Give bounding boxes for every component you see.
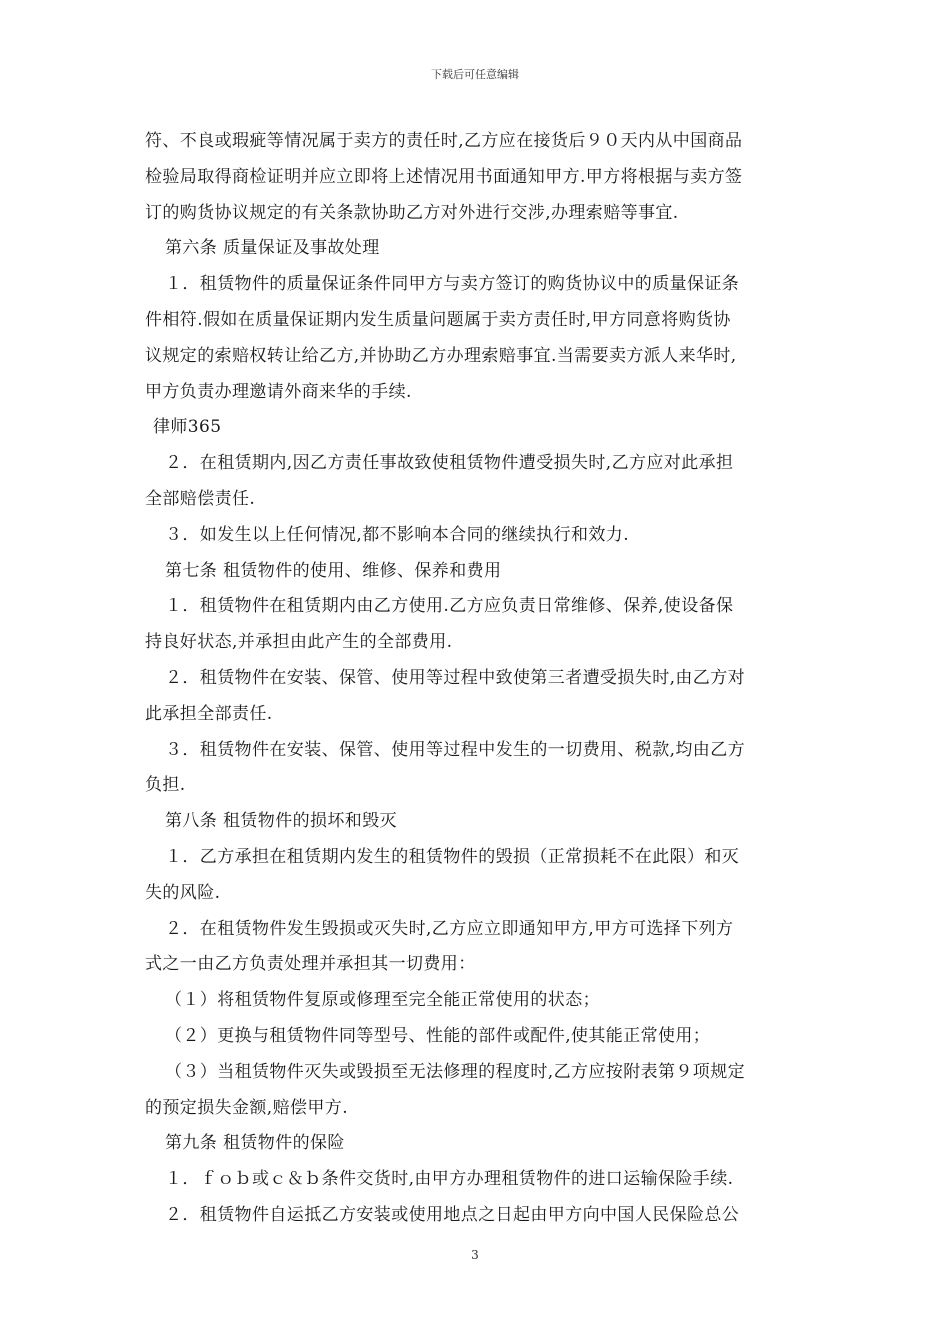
text-line: １．租赁物件在租赁期内由乙方使用.乙方应负责日常维修、保养,使设备保 bbox=[165, 596, 734, 617]
text-line: ２．租赁物件在安装、保管、使用等过程中致使第三者遭受损失时,由乙方对 bbox=[165, 667, 746, 688]
text-line: 甲方负责办理邀请外商来华的手续. bbox=[145, 381, 412, 402]
text-line: 律师365 bbox=[153, 417, 222, 438]
text-line: １．乙方承担在租赁期内发生的租赁物件的毁损（正常损耗不在此限）和灭 bbox=[165, 846, 740, 867]
text-line: 持良好状态,并承担由此产生的全部费用. bbox=[145, 632, 453, 653]
text-line: ２．在租赁物件发生毁损或灭失时,乙方应立即通知甲方,甲方可选择下列方 bbox=[165, 918, 734, 939]
text-line: 第八条 租赁物件的损坏和毁灭 bbox=[165, 811, 398, 832]
text-line: ３．租赁物件在安装、保管、使用等过程中发生的一切费用、税款,均由乙方 bbox=[165, 739, 746, 760]
text-line: 第九条 租赁物件的保险 bbox=[165, 1133, 345, 1154]
text-line: 此承担全部责任. bbox=[145, 703, 273, 724]
text-line: 检验局取得商检证明并应立即将上述情况用书面通知甲方.甲方将根据与卖方签 bbox=[145, 166, 743, 187]
text-line: 议规定的索赔权转让给乙方,并协助乙方办理索赔事宜.当需要卖方派人来华时, bbox=[145, 345, 737, 366]
text-line: 第六条 质量保证及事故处理 bbox=[165, 238, 380, 259]
text-line: １．ｆｏｂ或ｃ＆ｂ条件交货时,由甲方办理租赁物件的进口运输保险手续. bbox=[165, 1169, 734, 1190]
text-line: （３）当租赁物件灭失或毁损至无法修理的程度时,乙方应按附表第９项规定 bbox=[165, 1061, 746, 1082]
text-line: 式之一由乙方负责处理并承担其一切费用： bbox=[145, 954, 476, 975]
text-line: （２）更换与租赁物件同等型号、性能的部件或配件,使其能正常使用； bbox=[165, 1025, 711, 1046]
text-line: １．租赁物件的质量保证条件同甲方与卖方签订的购货协议中的质量保证条 bbox=[165, 274, 740, 295]
text-line: ２．租赁物件自运抵乙方安装或使用地点之日起由甲方向中国人民保险总公 bbox=[165, 1204, 740, 1225]
page-number: 3 bbox=[471, 1248, 479, 1262]
text-line: 的预定损失金额,赔偿甲方. bbox=[145, 1097, 349, 1118]
text-line: ２．在租赁期内,因乙方责任事故致使租赁物件遭受损失时,乙方应对此承担 bbox=[165, 453, 734, 474]
text-line: 全部赔偿责任. bbox=[145, 488, 256, 509]
page-header: 下载后可任意编辑 bbox=[431, 68, 519, 81]
text-line: ３．如发生以上任何情况,都不影响本合同的继续执行和效力. bbox=[165, 524, 630, 545]
text-line: 负担. bbox=[145, 775, 186, 796]
text-line: 第七条 租赁物件的使用、维修、保养和费用 bbox=[165, 560, 502, 581]
text-line: 失的风险. bbox=[145, 882, 221, 903]
text-line: 订的购货协议规定的有关条款协助乙方对外进行交涉,办理索赔等事宜. bbox=[145, 202, 679, 223]
text-line: （１）将租赁物件复原或修理至完全能正常使用的状态； bbox=[165, 990, 600, 1011]
document-body bbox=[145, 124, 810, 1234]
text-line: 件相符.假如在质量保证期内发生质量问题属于卖方责任时,甲方同意将购货协 bbox=[145, 309, 731, 330]
text-line: 符、不良或瑕疵等情况属于卖方的责任时,乙方应在接货后９０天内从中国商品 bbox=[145, 131, 743, 151]
